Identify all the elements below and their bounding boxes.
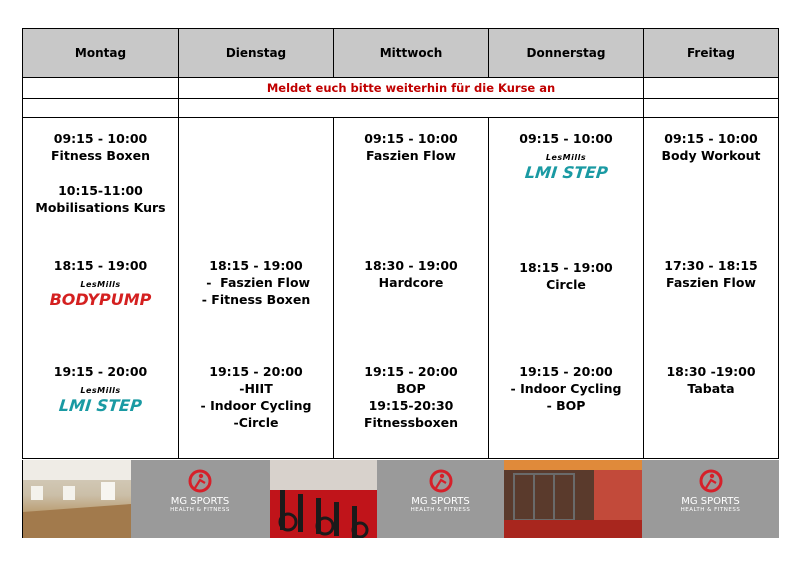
course-schedule-table — [22, 28, 779, 459]
weekday-header-row — [23, 29, 779, 78]
day-header-freitag: Freitag — [644, 29, 779, 78]
class-name: Faszien Flow — [666, 275, 756, 290]
class-name: Body Workout — [661, 148, 761, 163]
class-time: 18:30 - 19:00 — [364, 258, 458, 273]
spacer-cell — [179, 99, 644, 118]
class-name: Tabata — [687, 381, 735, 396]
class-name: Faszien Flow — [366, 148, 456, 163]
montag-morning-slot — [23, 130, 178, 164]
classes-row — [23, 118, 779, 459]
donnerstag-morning-slot — [489, 130, 643, 182]
spacer-cell — [23, 99, 179, 118]
freitag-evening-slot — [644, 257, 778, 291]
mg-sports-brand: MG SPORTS — [411, 496, 470, 507]
class-time: 19:15-20:30 — [368, 398, 454, 413]
class-time: 17:30 - 18:15 — [664, 258, 758, 273]
training-area-photo-art — [504, 460, 642, 538]
cycling-room-photo-art — [270, 460, 377, 538]
mg-sports-brand: MG SPORTS — [681, 496, 740, 507]
class-time: 19:15 - 20:00 — [209, 364, 303, 379]
class-time: 18:15 - 19:00 — [519, 260, 613, 275]
class-time: 09:15 - 10:00 — [664, 131, 758, 146]
class-time: 18:30 -19:00 — [666, 364, 756, 379]
mg-sports-brand: MG SPORTS — [170, 496, 230, 507]
mg-sports-logo — [377, 460, 504, 538]
dienstag-column — [179, 118, 334, 459]
schedule-sheet — [22, 28, 778, 538]
day-header-dienstag: Dienstag — [179, 29, 334, 78]
class-time: 10:15-11:00 — [58, 183, 143, 198]
class-name: Circle — [546, 277, 586, 292]
montag-column — [23, 118, 179, 459]
class-name: - Indoor Cycling — [510, 381, 622, 396]
lesmills-wordmark: LesMills — [80, 386, 121, 395]
registration-notice: Meldet euch bitte weiterhin für die Kurse an — [179, 78, 644, 99]
class-name: - Fitness Boxen — [201, 292, 311, 307]
mg-sports-emblem-icon — [698, 468, 724, 494]
notice-blank-right — [644, 78, 779, 99]
class-name: - BOP — [546, 398, 586, 413]
mittwoch-column — [334, 118, 489, 459]
mg-sports-tagline: HEALTH & FITNESS — [680, 507, 741, 513]
freitag-column — [644, 118, 779, 459]
studio-room-photo-art — [23, 460, 131, 538]
spacer-cell — [644, 99, 779, 118]
class-name: Hardcore — [378, 275, 444, 290]
lmi-step-wordmark: LMI STEP — [58, 396, 143, 415]
class-name: Fitnessboxen — [363, 415, 459, 430]
class-name: -Circle — [233, 415, 279, 430]
lesmills-wordmark: LesMills — [545, 153, 587, 162]
lesmills-step-logo — [489, 147, 643, 182]
class-time: 09:15 - 10:00 — [53, 131, 148, 146]
mittwoch-morning-slot — [334, 130, 488, 164]
bodypump-wordmark: BODYPUMP — [49, 290, 152, 309]
montag-late-slot — [23, 363, 178, 415]
notice-blank-left — [23, 78, 179, 99]
notice-row — [23, 78, 779, 99]
training-area-photo — [504, 460, 642, 538]
class-name: Mobilisations Kurs — [35, 200, 166, 215]
mittwoch-late-slot — [334, 363, 488, 431]
dienstag-evening-slot — [179, 257, 333, 308]
mg-sports-logo — [642, 460, 779, 538]
class-time: 18:15 - 19:00 — [53, 258, 148, 273]
class-name: - Faszien Flow — [201, 275, 311, 290]
day-header-montag: Montag — [23, 29, 179, 78]
class-time: 19:15 - 20:00 — [53, 364, 148, 379]
dienstag-late-slot — [179, 363, 333, 431]
cycling-room-photo — [270, 460, 377, 538]
day-header-donnerstag: Donnerstag — [489, 29, 644, 78]
studio-room-photo — [23, 460, 131, 538]
class-time: 19:15 - 20:00 — [519, 364, 613, 379]
donnerstag-late-slot — [489, 363, 643, 414]
freitag-late-slot — [644, 363, 778, 397]
spacer-row — [23, 99, 779, 118]
lesmills-wordmark: LesMills — [80, 280, 121, 289]
donnerstag-evening-slot — [489, 259, 643, 293]
lesmills-step-logo — [23, 380, 178, 415]
day-header-mittwoch: Mittwoch — [334, 29, 489, 78]
lesmills-bodypump-logo — [23, 274, 178, 309]
class-name: Fitness Boxen — [51, 148, 150, 163]
class-name: BOP — [396, 381, 426, 396]
montag-evening-slot — [23, 257, 178, 309]
freitag-morning-slot — [644, 130, 778, 164]
mg-sports-logo — [131, 460, 269, 538]
class-name: -HIIT — [239, 381, 273, 396]
mittwoch-evening-slot — [334, 257, 488, 291]
mg-sports-emblem-icon — [428, 468, 454, 494]
class-time: 09:15 - 10:00 — [519, 131, 613, 146]
donnerstag-column — [489, 118, 644, 459]
mg-sports-emblem-icon — [187, 468, 213, 494]
class-time: 09:15 - 10:00 — [364, 131, 458, 146]
class-name: - Indoor Cycling — [200, 398, 312, 413]
lmi-step-wordmark: LMI STEP — [523, 163, 609, 182]
mg-sports-tagline: HEALTH & FITNESS — [170, 507, 230, 513]
footer-image-strip — [22, 460, 779, 538]
montag-midmorning-slot — [23, 182, 178, 216]
class-time: 18:15 - 19:00 — [209, 258, 303, 273]
mg-sports-tagline: HEALTH & FITNESS — [410, 507, 471, 513]
class-time: 19:15 - 20:00 — [364, 364, 458, 379]
